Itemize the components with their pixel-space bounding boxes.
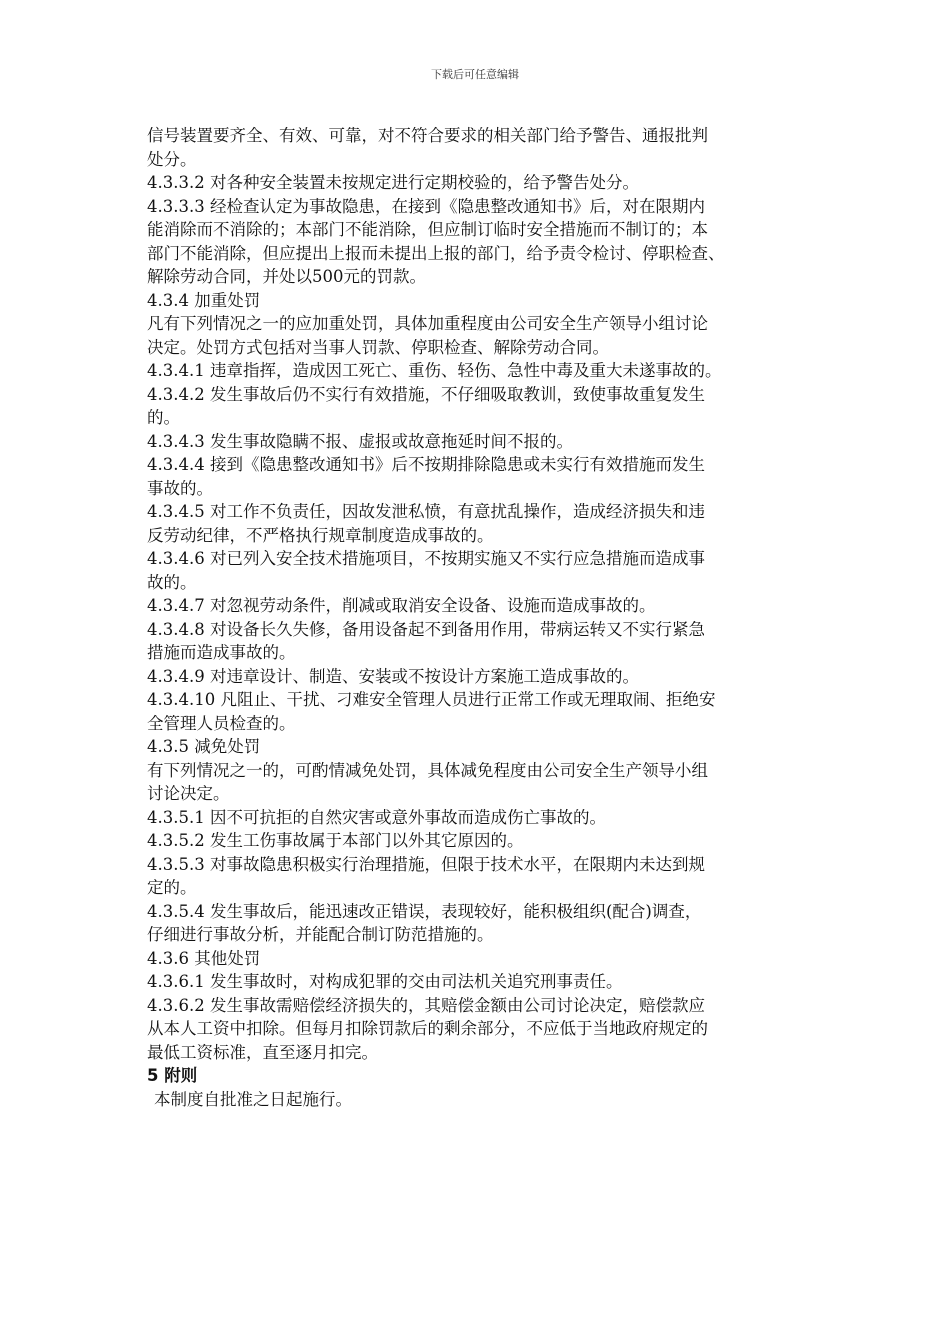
text-line: 信号装置要齐全、有效、可靠，对不符合要求的相关部门给予警告、通报批判 (147, 126, 708, 145)
text-line: 4.3.4.2 发生事故后仍不实行有效措施，不仔细吸取教训，致使事故重复发生 (147, 384, 705, 404)
text-line: 4.3.4.3 发生事故隐瞒不报、虚报或故意拖延时间不报的。 (147, 431, 573, 451)
text-line: 从本人工资中扣除。但每月扣除罚款后的剩余部分，不应低于当地政府规定的 (147, 1019, 708, 1038)
paragraph-lines (147, 124, 827, 1064)
text-line: 决定。处罚方式包括对当事人罚款、停职检查、解除劳动合同。 (147, 337, 609, 357)
text-line: 仔细进行事故分析，并能配合制订防范措施的。 (147, 925, 494, 944)
text-line: 4.3.4.9 对违章设计、制造、安装或不按设计方案施工造成事故的。 (147, 666, 639, 686)
text-line: 事故的。 (147, 478, 213, 498)
text-line: 最低工资标准，直至逐月扣完。 (147, 1042, 378, 1062)
text-line: 讨论决定。 (147, 784, 230, 803)
text-line: 4.3.3.2 对各种安全装置未按规定进行定期校验的，给予警告处分。 (147, 173, 639, 192)
text-line: 4.3.4 加重处罚 (147, 290, 261, 310)
text-line: 的。 (147, 408, 180, 427)
text-line: 4.3.4.6 对已列入安全技术措施项目，不按期实施又不实行应急措施而造成事 (147, 549, 705, 568)
text-line: 故的。 (147, 572, 197, 592)
text-line: 4.3.3.3 经检查认定为事故隐患，在接到《隐患整改通知书》后，对在限期内 (147, 196, 705, 216)
text-line: 处分。 (147, 149, 197, 169)
text-line: 4.3.4.4 接到《隐患整改通知书》后不按期排除隐患或未实行有效措施而发生 (147, 455, 705, 474)
page-header: 下载后可任意编辑 (431, 68, 519, 81)
text-line: 4.3.5.2 发生工伤事故属于本部门以外其它原因的。 (147, 831, 524, 850)
text-line: 反劳动纪律，不严格执行规章制度造成事故的。 (147, 525, 494, 545)
section-5-heading: 5 附则 (147, 1066, 198, 1085)
text-line: 4.3.4.1 违章指挥，造成因工死亡、重伤、轻伤、急性中毒及重大未遂事故的。 (147, 361, 722, 380)
text-line: 4.3.4.8 对设备长久失修，备用设备起不到备用作用，带病运转又不实行紧急 (147, 619, 705, 639)
text-line: 能消除而不消除的；本部门不能消除，但应制订临时安全措施而不制订的；本 (147, 220, 708, 239)
text-line: 凡有下列情况之一的应加重处罚，具体加重程度由公司安全生产领导小组讨论 (147, 314, 708, 333)
text-line: 全管理人员检查的。 (147, 713, 296, 733)
text-line: 4.3.6.2 发生事故需赔偿经济损失的，其赔偿金额由公司讨论决定，赔偿款应 (147, 995, 705, 1015)
text-line: 定的。 (147, 878, 197, 897)
text-line: 部门不能消除，但应提出上报而未提出上报的部门，给予责令检讨、停职检查、 (147, 243, 725, 263)
text-line: 措施而造成事故的。 (147, 643, 296, 662)
text-line: 解除劳动合同，并处以500元的罚款。 (147, 267, 426, 286)
text-line: 4.3.4.5 对工作不负责任，因故发泄私愤，有意扰乱操作，造成经济损失和违 (147, 502, 705, 521)
text-line: 有下列情况之一的，可酌情减免处罚，具体减免程度由公司安全生产领导小组 (147, 760, 708, 780)
text-line: 4.3.4.10 凡阻止、干扰、刁难安全管理人员进行正常工作或无理取闹、拒绝安 (147, 690, 716, 709)
document-body (147, 124, 827, 1111)
text-line: 4.3.5.1 因不可抗拒的自然灾害或意外事故而造成伤亡事故的。 (147, 807, 606, 827)
text-line: 4.3.5 减免处罚 (147, 737, 261, 756)
text-line: 4.3.4.7 对忽视劳动条件，削减或取消安全设备、设施而造成事故的。 (147, 596, 656, 615)
section-5-body: 本制度自批准之日起施行。 (154, 1089, 352, 1109)
text-line: 4.3.5.4 发生事故后，能迅速改正错误，表现较好，能积极组织(配合)调查， (147, 901, 702, 921)
text-line: 4.3.6.1 发生事故时，对构成犯罪的交由司法机关追究刑事责任。 (147, 972, 623, 991)
text-line: 4.3.5.3 对事故隐患积极实行治理措施，但限于技术水平，在限期内未达到规 (147, 854, 705, 874)
text-line: 4.3.6 其他处罚 (147, 948, 261, 968)
